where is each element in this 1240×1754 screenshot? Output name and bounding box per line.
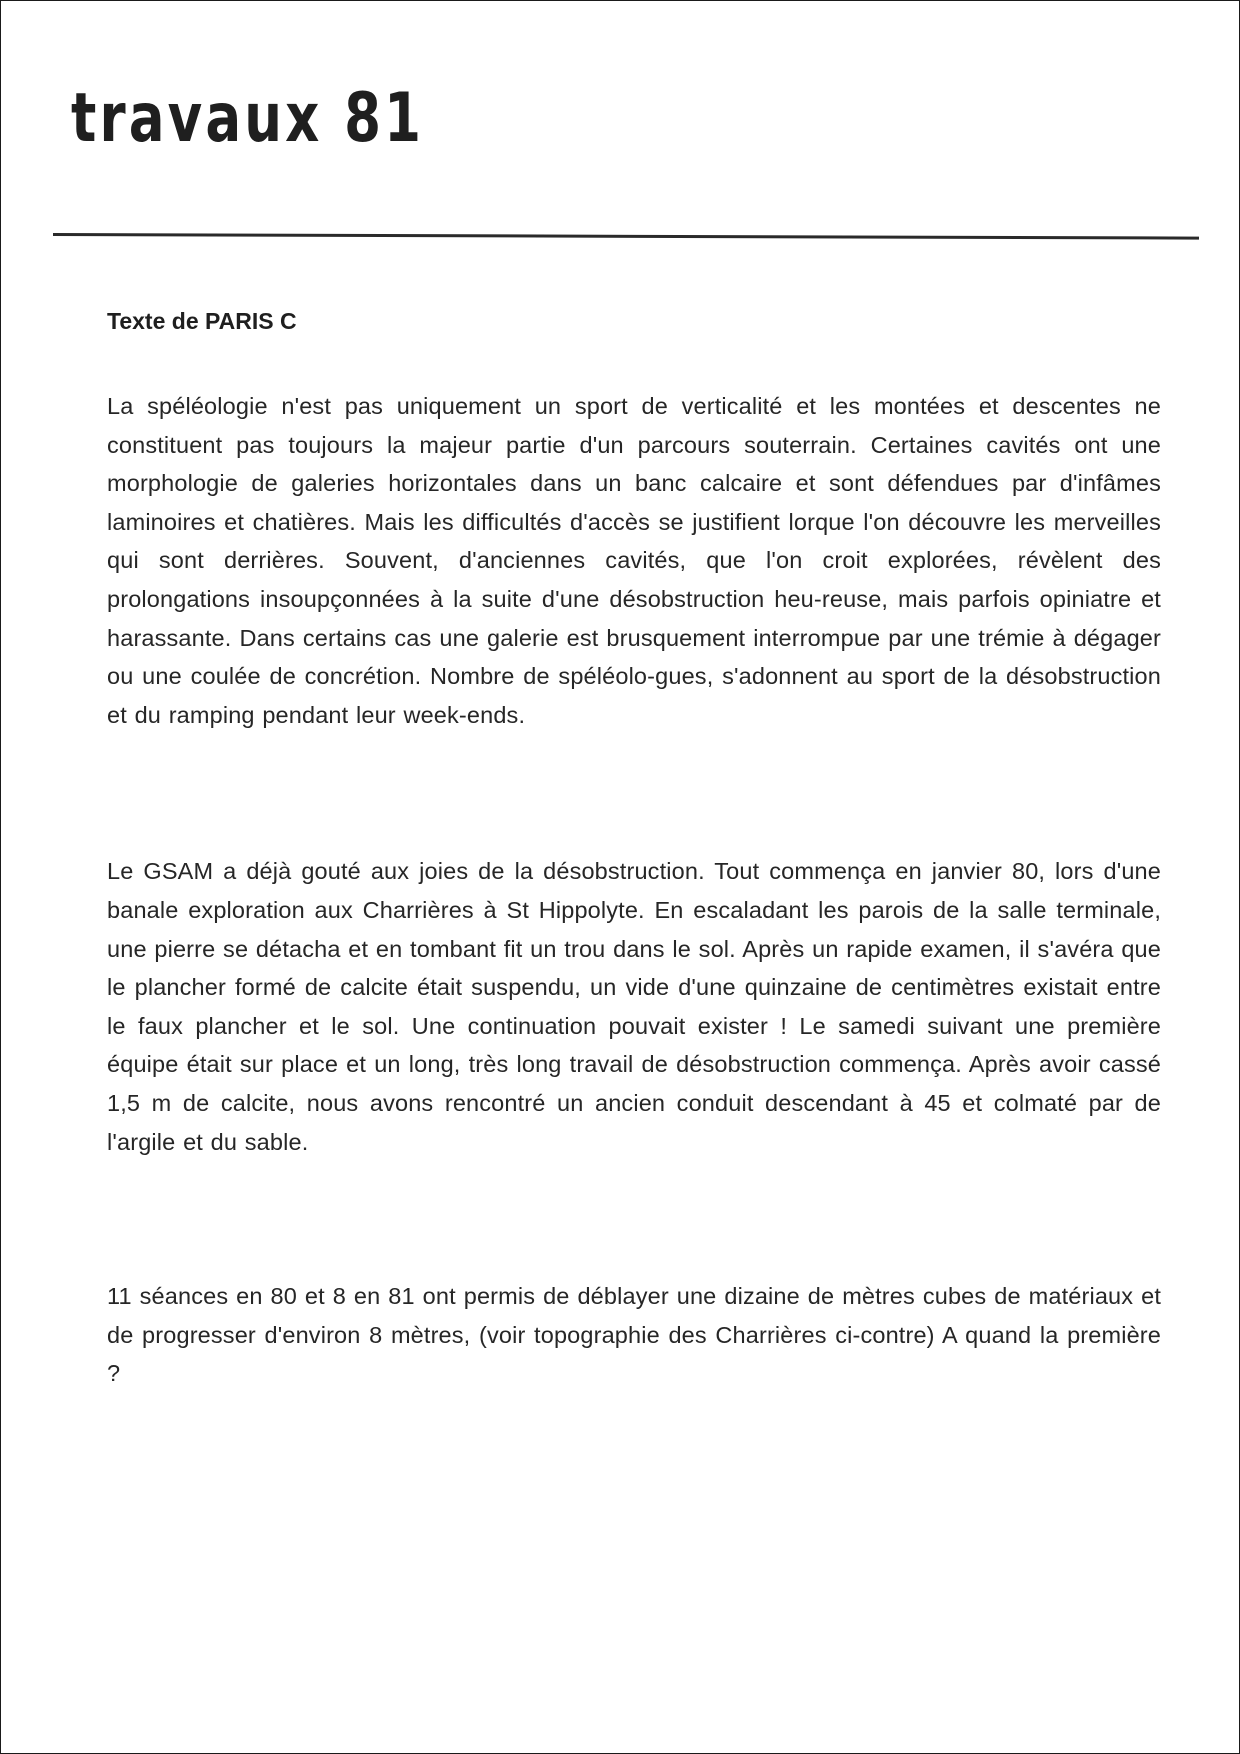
article-body — [107, 301, 1161, 1393]
paragraph-intro: La spéléologie n'est pas uniquement un sport de verticalité et les montées et descentes ne constituent pas toujours la majeur partie d'un parcours souterrain. Certaines cavités ont une morphologie de galeries horizontales dans un banc calcaire et sont défendues par d'infâmes laminoires et chatières. Mais les difficultés d'accès se justifient lorque l'on découvre les merveilles qui sont derrières. Souvent, d'anciennes cavités, que l'on croit explorées, révèlent des prolongations insoupçonnées à la suite d'une désobstruction heu-reuse, mais parfois opiniatre et harassante. Dans certains cas une galerie est brusquement interrompue par une trémie à dégager ou une coulée de concrétion. Nombre de spéléolo-gues, s'adonnent au sport de la désobstruction et du ramping pendant leur week-ends. — [107, 393, 1161, 728]
horizontal-rule — [53, 233, 1199, 240]
article-subtitle: Texte de PARIS C — [107, 308, 297, 334]
page-title: travaux 81 — [71, 79, 425, 158]
paragraph-gsam: Le GSAM a déjà gouté aux joies de la désobstruction. Tout commença en janvier 80, lors d'une banale exploration aux Charrières à St Hippolyte. En escaladant les parois de la salle terminale, une pierre se détacha et en tombant fit un trou dans le sol. Après un rapide examen, il s'avéra que le plancher formé de calcite était suspendu, un vide d'une quinzaine de centimètres existait entre le faux plancher et le sol. Une continuation pouvait exister ! Le samedi suivant une première équipe était sur place et un long, très long travail de désobstruction commença. Après avoir cassé 1,5 m de calcite, nous avons rencontré un ancien conduit descendant à 45 et colmaté par de l'argile et du sable. — [107, 858, 1161, 1155]
paragraph-conclusion: 11 séances en 80 et 8 en 81 ont permis de déblayer une dizaine de mètres cubes de matériaux et de progresser d'environ 8 mètres, (voir topographie des Charrières ci-contre) A quand la première ? — [107, 1283, 1161, 1387]
